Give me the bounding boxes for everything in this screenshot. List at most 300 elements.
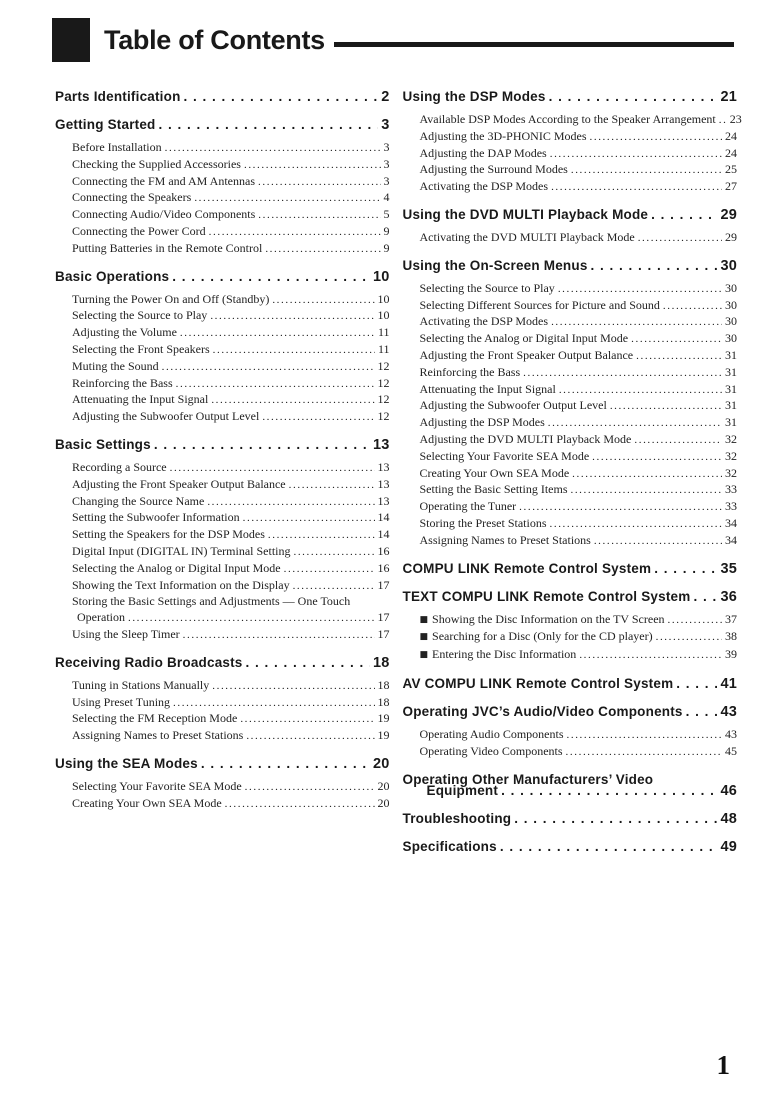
entry-page-number: 14	[377, 510, 390, 525]
entry-label: Entering the Disc Information	[432, 647, 577, 662]
dot-leader	[225, 796, 375, 813]
entry-label: Adjusting the DSP Modes	[419, 415, 545, 430]
entry-page-number: 18	[377, 694, 390, 709]
dot-leader	[592, 449, 722, 466]
entry-label: Setting the Speakers for the DSP Modes	[72, 527, 265, 542]
page-title: Table of Contents	[104, 24, 325, 55]
heading-page-number: 49	[720, 838, 737, 855]
toc-entry	[55, 190, 390, 207]
toc-entry	[403, 146, 738, 163]
dot-leader	[501, 782, 717, 799]
entry-label: Changing the Source Name	[72, 493, 205, 508]
toc-entry	[403, 482, 738, 499]
toc-entry	[55, 711, 390, 728]
dot-leader	[268, 527, 375, 544]
entry-label: Setting the Basic Setting Items	[419, 482, 568, 497]
entry-label: Selecting the Front Speakers	[72, 341, 210, 356]
entry-page-number: 38	[725, 629, 737, 644]
entry-page-number: 17	[377, 577, 390, 592]
toc-entry	[55, 460, 390, 477]
entry-label: Recording a Source	[72, 459, 167, 474]
toc-entry	[403, 365, 738, 382]
dot-leader	[176, 376, 375, 393]
dot-leader	[244, 157, 381, 174]
toc-section-heading-line2	[403, 782, 738, 800]
dot-leader	[243, 510, 375, 527]
entry-label: Searching for a Disc (Only for the CD player)	[432, 629, 653, 644]
entry-page-number: 11	[377, 325, 390, 340]
dot-leader	[550, 516, 723, 533]
entry-label: Available DSP Modes According to the Speaker Arrangement	[419, 112, 716, 126]
dot-leader	[567, 727, 723, 744]
entry-label: Digital Input (DIGITAL IN) Terminal Setting	[72, 543, 291, 558]
entry-label: Selecting the FM Reception Mode	[72, 711, 238, 726]
entry-page-number: 37	[725, 611, 737, 626]
dot-leader	[293, 578, 375, 595]
toc-entry	[55, 627, 390, 644]
footer-page-number: 1	[716, 1050, 730, 1080]
heading-page-number: 20	[372, 755, 390, 772]
entry-label: Using Preset Tuning	[72, 694, 171, 709]
dot-leader	[170, 460, 375, 477]
entry-label: Showing the Text Information on the Display	[72, 577, 290, 592]
toc-entry	[403, 744, 738, 761]
dot-leader	[638, 230, 722, 247]
entry-label: Assigning Names to Preset Stations	[72, 728, 244, 743]
toc-entry	[55, 342, 390, 359]
entry-page-number: 20	[377, 778, 390, 793]
toc-entry	[55, 241, 390, 258]
heading-label: Receiving Radio Broadcasts	[55, 654, 243, 670]
toc-entry	[403, 499, 738, 516]
entry-label: Turning the Power On and Off (Standby)	[72, 291, 270, 306]
entry-page-number: 31	[725, 415, 737, 430]
dot-leader	[693, 588, 717, 605]
entry-page-number: 30	[725, 280, 737, 295]
entry-label: Connecting Audio/Video Components	[72, 207, 256, 222]
toc-entry	[403, 612, 738, 630]
entry-page-number: 34	[725, 532, 737, 547]
dot-leader	[571, 162, 722, 179]
entry-page-number: 13	[377, 476, 390, 491]
toc-section-heading	[55, 436, 390, 454]
entry-page-number: 3	[383, 173, 390, 188]
dot-leader	[558, 281, 722, 298]
entry-page-number: 33	[725, 482, 737, 497]
toc-section	[403, 838, 738, 856]
toc-section	[55, 88, 390, 106]
toc-entry	[55, 695, 390, 712]
entry-label: Selecting Your Favorite SEA Mode	[72, 778, 242, 793]
toc-columns	[55, 88, 742, 866]
entry-page-number: 45	[725, 743, 737, 758]
entry-label: Connecting the FM and AM Antennas	[72, 173, 255, 188]
dot-leader	[128, 610, 375, 627]
entry-label: Creating Your Own SEA Mode	[72, 795, 222, 810]
entry-page-number: 25	[725, 162, 737, 177]
heading-page-number: 13	[372, 436, 390, 453]
dot-leader	[519, 499, 722, 516]
entry-page-number: 12	[377, 392, 390, 407]
toc-entry	[55, 527, 390, 544]
dot-leader	[262, 409, 374, 426]
dot-leader	[663, 298, 722, 315]
dot-leader	[591, 257, 718, 274]
toc-section	[403, 257, 738, 550]
entry-page-number: 16	[377, 560, 390, 575]
heading-page-number: 41	[720, 675, 737, 692]
dot-leader	[566, 744, 722, 761]
toc-section	[55, 116, 390, 258]
entry-page-number: 17	[377, 626, 390, 641]
toc-entry	[403, 432, 738, 449]
toc-entry	[55, 779, 390, 796]
toc-entry	[403, 629, 738, 647]
dot-leader	[210, 308, 374, 325]
dot-leader	[631, 331, 722, 348]
entry-label: Assigning Names to Preset Stations	[419, 532, 591, 547]
heading-page-number: 2	[381, 89, 390, 105]
entry-label: Adjusting the 3D-PHONIC Modes	[419, 128, 587, 143]
dot-leader	[590, 129, 723, 146]
toc-section-heading	[55, 268, 390, 286]
dot-leader	[258, 174, 381, 191]
toc-section-heading	[403, 206, 738, 224]
entry-page-number: 10	[377, 291, 390, 306]
toc-entry	[403, 516, 738, 533]
toc-section	[403, 703, 738, 761]
dot-leader	[184, 88, 379, 105]
entry-label: Selecting the Analog or Digital Input Mode	[72, 560, 281, 575]
entry-page-number: 39	[725, 647, 737, 662]
entry-label: Creating Your Own SEA Mode	[419, 465, 570, 480]
heading-label: Troubleshooting	[402, 810, 512, 826]
toc-section	[403, 206, 738, 247]
dot-leader	[523, 365, 722, 382]
toc-entry	[55, 224, 390, 241]
dot-leader	[636, 348, 722, 365]
toc-entry	[55, 796, 390, 813]
entry-page-number: 32	[725, 448, 737, 463]
heading-page-number: 21	[720, 89, 737, 105]
entry-page-number: 11	[377, 341, 390, 356]
heading-page-number: 35	[720, 560, 737, 577]
dot-leader	[284, 561, 375, 578]
toc-entry	[403, 449, 738, 466]
toc-section-heading	[403, 810, 738, 828]
toc-entry	[403, 382, 738, 399]
entry-label: Operating Audio Components	[419, 726, 564, 741]
toc-section	[55, 654, 390, 745]
dot-leader	[240, 711, 374, 728]
entry-page-number: 17	[377, 610, 390, 625]
toc-entry	[55, 308, 390, 325]
entry-label: Activating the DVD MULTI Playback Mode	[419, 229, 635, 244]
entry-label: Adjusting the Surround Modes	[419, 162, 568, 177]
dot-leader	[246, 654, 370, 671]
toc-section-heading	[403, 838, 738, 856]
toc-entry	[55, 157, 390, 174]
toc-entry	[55, 561, 390, 578]
entry-label: Adjusting the Front Speaker Output Balance	[72, 476, 286, 491]
toc-section	[403, 588, 738, 665]
entry-label: Selecting the Source to Play	[419, 280, 555, 295]
toc-entry	[403, 415, 738, 432]
entry-page-number: 19	[377, 728, 390, 743]
dot-leader	[514, 810, 717, 827]
entry-label: Using the Sleep Timer	[72, 626, 180, 641]
entry-label: Attenuating the Input Signal	[419, 381, 556, 396]
entry-label: Storing the Preset Stations	[419, 515, 547, 530]
entry-page-number: 24	[725, 128, 737, 143]
dot-leader	[246, 728, 374, 745]
bullet-square-icon: ■	[419, 614, 429, 625]
entry-label: Adjusting the Subwoofer Output Level	[72, 409, 260, 424]
heading-label: Using the DSP Modes	[402, 89, 546, 104]
heading-label: Parts Identification	[55, 89, 181, 104]
dot-leader	[634, 432, 722, 449]
entry-label: Selecting the Source to Play	[72, 308, 208, 323]
toc-section-heading	[55, 654, 390, 672]
dot-leader	[162, 359, 375, 376]
toc-entry	[403, 281, 738, 298]
entry-label: Reinforcing the Bass	[419, 364, 521, 379]
toc-entry	[403, 112, 742, 129]
dot-leader	[172, 268, 370, 285]
toc-entry	[55, 392, 390, 409]
dot-leader	[559, 382, 722, 399]
entry-page-number: 9	[383, 240, 390, 255]
toc-entry	[55, 207, 390, 224]
dot-leader	[610, 398, 722, 415]
toc-section-heading	[403, 703, 738, 721]
dot-leader	[245, 779, 375, 796]
entry-page-number: 13	[377, 459, 390, 474]
entry-page-number: 14	[377, 527, 390, 542]
dot-leader	[551, 179, 722, 196]
entry-label: Checking the Supplied Accessories	[72, 156, 241, 171]
dot-leader	[272, 292, 374, 309]
toc-section	[403, 771, 738, 800]
toc-section	[402, 88, 742, 196]
toc-entry	[403, 298, 738, 315]
toc-section-heading	[403, 588, 738, 606]
page-header	[52, 18, 734, 62]
entry-page-number: 30	[725, 331, 737, 346]
entry-page-number: 30	[725, 314, 737, 329]
entry-page-number: 9	[383, 223, 390, 238]
entry-page-number: 32	[725, 465, 737, 480]
heading-page-number: 36	[720, 588, 737, 605]
heading-label: COMPU LINK Remote Control System	[402, 560, 652, 576]
toc-column-right	[402, 88, 742, 866]
entry-label: Selecting the Analog or Digital Input Mode	[419, 331, 629, 346]
toc-entry	[403, 162, 738, 179]
dot-leader	[211, 392, 374, 409]
heading-label: Specifications	[402, 838, 497, 854]
entry-label: Before Installation	[72, 140, 162, 154]
heading-page-number: 18	[372, 654, 390, 671]
toc-entry	[55, 544, 390, 561]
dot-leader	[651, 206, 717, 223]
heading-label: Equipment	[426, 782, 499, 798]
toc-section-heading	[403, 257, 738, 275]
dot-leader	[180, 325, 375, 342]
dot-leader	[293, 544, 374, 561]
toc-entry	[55, 510, 390, 527]
entry-label: Adjusting the Subwoofer Output Level	[419, 398, 607, 413]
toc-section	[403, 560, 738, 578]
dot-leader	[289, 477, 375, 494]
dot-leader	[594, 533, 722, 550]
entry-label: Operation	[77, 610, 125, 625]
heading-page-number: 3	[381, 117, 390, 133]
entry-page-number: 3	[383, 156, 390, 171]
dot-leader	[570, 482, 722, 499]
entry-page-number: 4	[383, 190, 390, 205]
toc-entry	[403, 129, 738, 146]
entry-page-number: 27	[725, 179, 737, 194]
entry-page-number: 10	[377, 308, 390, 323]
toc-entry	[55, 477, 390, 494]
entry-page-number: 12	[377, 358, 390, 373]
toc-section	[55, 268, 390, 426]
entry-label: Adjusting the DAP Modes	[419, 145, 547, 160]
dot-leader	[550, 146, 722, 163]
heading-page-number: 48	[720, 810, 737, 827]
toc-section	[55, 755, 390, 813]
entry-label: Reinforcing the Bass	[72, 375, 173, 390]
dot-leader	[194, 190, 380, 207]
toc-entry	[403, 348, 738, 365]
dot-leader	[165, 140, 381, 157]
entry-page-number: 32	[725, 431, 737, 446]
dot-leader	[654, 560, 717, 577]
entry-page-number: 31	[725, 381, 737, 396]
entry-page-number: 24	[725, 145, 737, 160]
heading-page-number: 46	[720, 782, 737, 799]
entry-page-number: 30	[725, 297, 737, 312]
entry-label: Selecting Different Sources for Picture and Sound	[419, 297, 660, 312]
toc-entry	[55, 359, 390, 376]
entry-label: Activating the DSP Modes	[419, 179, 549, 194]
entry-page-number: 16	[377, 543, 390, 558]
dot-leader	[676, 675, 717, 692]
entry-label: Showing the Disc Information on the TV Screen	[432, 611, 665, 626]
dot-leader	[159, 116, 379, 133]
heading-label: Using the SEA Modes	[55, 755, 198, 771]
toc-entry	[55, 325, 390, 342]
entry-label: Connecting the Speakers	[72, 190, 192, 205]
heading-label: Basic Operations	[55, 268, 170, 284]
dot-leader	[572, 466, 722, 483]
dot-leader	[719, 112, 727, 129]
toc-entry	[403, 314, 738, 331]
bullet-square-icon: ■	[419, 650, 429, 661]
toc-entry	[403, 230, 738, 247]
entry-label: Adjusting the Volume	[72, 325, 177, 340]
dot-leader	[213, 342, 375, 359]
heading-label: Operating JVC’s Audio/Video Components	[402, 703, 683, 719]
dot-leader	[265, 241, 380, 258]
toc-entry	[403, 466, 738, 483]
toc-entry	[403, 727, 738, 744]
heading-page-number: 29	[720, 206, 737, 223]
heading-label: Operating Other Manufacturers’ Video	[402, 771, 654, 787]
entry-page-number: 19	[377, 711, 390, 726]
entry-label: Setting the Subwoofer Information	[72, 510, 240, 525]
entry-label: Storing the Basic Settings and Adjustments — One Touch	[72, 594, 351, 609]
entry-label: Operating Video Components	[419, 743, 563, 758]
dot-leader	[656, 629, 722, 646]
dot-leader	[154, 436, 370, 453]
toc-entry-line2	[55, 610, 390, 627]
dot-leader	[258, 207, 380, 224]
entry-page-number: 18	[377, 677, 390, 692]
heading-label: TEXT COMPU LINK Remote Control System	[402, 588, 691, 604]
toc-entry	[55, 174, 390, 191]
entry-page-number: 31	[725, 398, 737, 413]
bullet-square-icon: ■	[419, 632, 429, 643]
heading-label: Basic Settings	[55, 436, 151, 452]
entry-label: Muting the Sound	[72, 358, 159, 373]
entry-page-number: 29	[725, 229, 737, 244]
dot-leader	[212, 678, 374, 695]
toc-section-heading	[403, 88, 738, 106]
toc-entry	[403, 179, 738, 196]
entry-page-number: 12	[377, 375, 390, 390]
entry-label: Activating the DSP Modes	[419, 314, 549, 329]
toc-section	[403, 810, 738, 828]
dot-leader	[579, 647, 722, 664]
entry-page-number: 20	[377, 795, 390, 810]
toc-section	[55, 436, 390, 644]
dot-leader	[686, 703, 718, 720]
dot-leader	[500, 838, 718, 855]
toc-section-heading	[55, 755, 390, 773]
dot-leader	[201, 755, 370, 772]
entry-page-number: 34	[725, 515, 737, 530]
heading-label: AV COMPU LINK Remote Control System	[402, 675, 674, 691]
section-block-icon	[52, 18, 90, 62]
header-rule	[334, 42, 734, 47]
toc-entry	[403, 533, 738, 550]
entry-label: Adjusting the Front Speaker Output Balance	[419, 347, 634, 362]
heading-page-number: 30	[720, 257, 737, 274]
toc-column-left	[55, 88, 390, 866]
toc-section-heading	[403, 560, 738, 578]
dot-leader	[209, 224, 381, 241]
dot-leader	[207, 494, 374, 511]
entry-label: Tuning in Stations Manually	[72, 677, 210, 692]
entry-label: Operating the Tuner	[419, 499, 517, 514]
heading-page-number: 43	[720, 703, 737, 720]
toc-entry	[403, 647, 738, 665]
toc-section-heading	[55, 88, 390, 106]
toc-section	[403, 675, 738, 693]
toc-entry	[55, 292, 390, 309]
toc-section-heading	[55, 116, 390, 134]
dot-leader	[183, 627, 375, 644]
toc-entry	[55, 728, 390, 745]
entry-page-number: 43	[725, 726, 737, 741]
toc-entry	[403, 398, 738, 415]
dot-leader	[551, 314, 722, 331]
toc-entry	[403, 331, 738, 348]
heading-label: Using the DVD MULTI Playback Mode	[402, 206, 649, 222]
entry-page-number: 5	[383, 207, 390, 222]
heading-page-number: 10	[372, 268, 390, 285]
